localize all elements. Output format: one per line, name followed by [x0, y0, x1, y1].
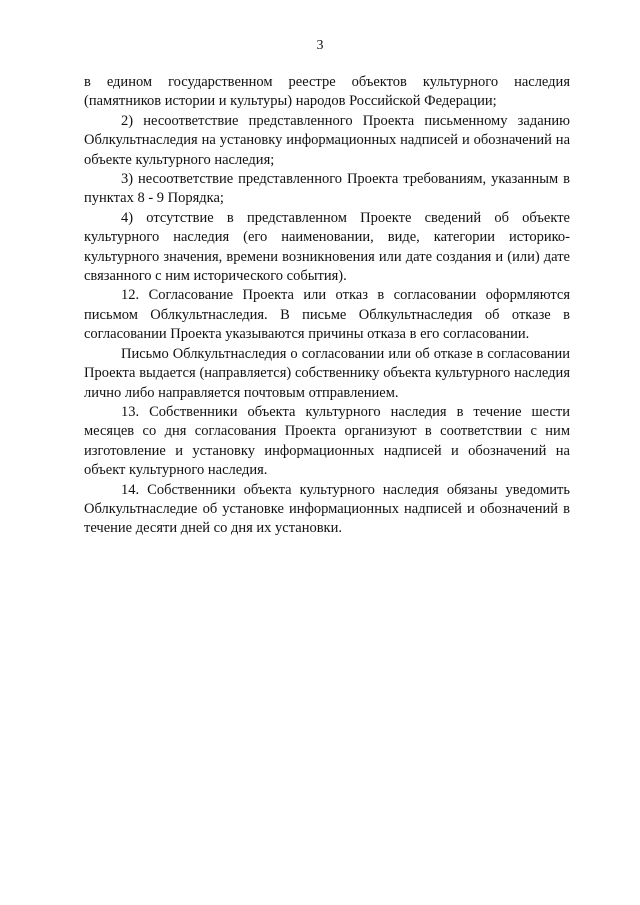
- paragraph-item-3: 3) несоответствие представленного Проекта требованиям, указанным в пунктах 8 - 9 Порядка;: [84, 171, 570, 207]
- paragraph-clause-13: 13. Собственники объекта культурного наследия в течение шести месяцев со дня согласования Проекта организуют в соответствии с ним изготовление и установку информационных надписей и обозначений на объект культурного наследия.: [84, 403, 570, 479]
- paragraph-clause-12: 12. Согласование Проекта или отказ в согласовании оформляются письмом Облкультнаследия. В письме Облкультнаследия об отказе в согласовании Проекта указываются причины отказа в его согласовании.: [84, 287, 570, 343]
- document-body: [84, 73, 570, 539]
- paragraph-item-2: 2) несоответствие представленного Проекта письменному заданию Облкультнаследия на установку информационных надписей и обозначений на объекте культурного наследия;: [84, 112, 570, 168]
- paragraph-clause-14: 14. Собственники объекта культурного наследия обязаны уведомить Облкультнаследие об установке информационных надписей и обозначений в течение десяти дней со дня их установки.: [84, 481, 570, 537]
- paragraph-continuation: в едином государственном реестре объектов культурного наследия (памятников истории и культуры) народов Российской Федерации;: [84, 74, 570, 110]
- paragraph-clause-12-letter: Письмо Облкультнаследия о согласовании или об отказе в согласовании Проекта выдается (направляется) собственнику объекта культурного наследия лично либо направляется почтовым отправлением.: [84, 345, 570, 401]
- paragraph-item-4: 4) отсутствие в представленном Проекте сведений об объекте культурного наследия (его наименовании, виде, категории историко-культурного значения, времени возникновения или дате создания и (или) дате связанного с ним исторического события).: [84, 209, 570, 285]
- page-number: 3: [316, 38, 324, 53]
